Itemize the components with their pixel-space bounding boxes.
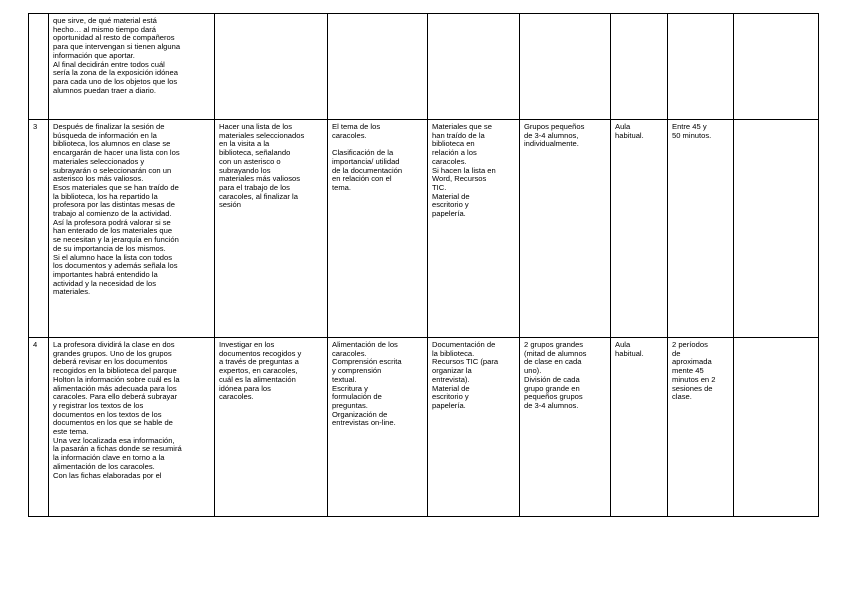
- time-cell: [668, 14, 734, 120]
- cell-text-line: importancia/ utilidad: [332, 156, 400, 166]
- cell-text-line: Organización de: [332, 409, 388, 419]
- cell-text-line: Entre 45 y: [672, 122, 707, 131]
- cell-text-line: la pasarán a fichas donde se resumirá: [53, 444, 182, 454]
- cell-text-line: de: [672, 348, 681, 358]
- cell-text-line: en la visita a la: [219, 139, 270, 149]
- cell-text-line: información que aportar.: [53, 50, 135, 60]
- cell-text-line: búsqueda de información en la: [53, 130, 157, 140]
- cell-text-line: Aula: [615, 122, 631, 131]
- cell-text-line: Recursos TIC (para: [432, 357, 499, 367]
- cell-text-line: Material de: [432, 191, 470, 201]
- cell-text-line: biblioteca, los alumnos en clase se: [53, 139, 171, 149]
- cell-text-line: subrayando los: [219, 165, 271, 175]
- cell-text-line: preguntas.: [332, 400, 368, 410]
- cell-text-line: entrevista).: [432, 374, 470, 384]
- cell-text-line: actividad y la necesidad de los: [53, 278, 157, 288]
- cell-text-line: la biblioteca.: [432, 348, 475, 358]
- activity-description-cell: [49, 14, 215, 120]
- space-cell: [611, 14, 668, 120]
- cell-text-line: Materiales que se: [432, 122, 492, 131]
- grouping-cell: [520, 338, 611, 517]
- resources-cell: [428, 14, 520, 120]
- cell-text-line: Escritura y: [332, 383, 368, 393]
- cell-text-line: caracoles, al finalizar la: [219, 191, 298, 201]
- cell-text-line: idónea para los: [219, 383, 271, 393]
- cell-text-line: habitual.: [615, 348, 644, 358]
- cell-text-line: Investigar en los: [219, 340, 275, 349]
- cell-text-line: entrevistas on-line.: [332, 418, 396, 428]
- space-cell: [611, 120, 668, 338]
- content-cell: [328, 14, 428, 120]
- cell-text-line: caracoles.: [432, 156, 467, 166]
- cell-text-line: caracoles.: [219, 392, 254, 402]
- cell-text-line: Si el alumno hace la lista con todos: [53, 252, 173, 262]
- time-cell: [668, 338, 734, 517]
- cell-text-line: oportunidad al resto de compañeros: [53, 33, 175, 43]
- cell-text-line: pequeños grupos: [524, 392, 583, 402]
- grouping-cell: [520, 120, 611, 338]
- cell-text-line: de su importancia de los mismos.: [53, 243, 166, 253]
- cell-text-line: 2 períodos: [672, 340, 708, 349]
- cell-text-line: papelería.: [432, 209, 466, 219]
- cell-text-line: de 3-4 alumnos,: [524, 130, 579, 140]
- cell-text-line: papelería.: [432, 400, 466, 410]
- empty-cell: [734, 14, 819, 120]
- cell-text-line: uno).: [524, 366, 542, 376]
- activity-description-cell: [49, 120, 215, 338]
- cell-text-line: asterisco los más valiosos.: [53, 174, 144, 184]
- cell-text-line: Aula: [615, 340, 631, 349]
- cell-text-line: los documentos y además señala los: [53, 261, 178, 271]
- cell-text-line: materiales seleccionados y: [53, 156, 145, 166]
- cell-text-line: de clase en cada: [524, 357, 582, 367]
- cell-text-line: organizar la: [432, 366, 472, 376]
- cell-text-line: y comprensión: [332, 366, 382, 376]
- cell-text-line: han enterado de los materiales que: [53, 226, 173, 236]
- cell-text-line: hecho… al mismo tiempo dará: [53, 24, 156, 34]
- cell-text-line: TIC.: [432, 182, 447, 192]
- cell-text-line: formulación de: [332, 392, 382, 402]
- cell-text-line: Grupos pequeños: [524, 122, 585, 131]
- cell-text-line: caracoles.: [332, 348, 367, 358]
- time-cell: [668, 120, 734, 338]
- cell-text-line: se necesitan y la jerarquía en función: [53, 235, 179, 245]
- cell-text-line: Documentación de: [432, 340, 496, 349]
- content-cell: [328, 338, 428, 517]
- cell-text-line: Esos materiales que se han traído de: [53, 182, 179, 192]
- cell-text-line: División de cada: [524, 374, 580, 384]
- cell-text-line: Después de finalizar la sesión de: [53, 122, 165, 131]
- cell-text-line: para que intervengan si tienen alguna: [53, 42, 181, 52]
- cell-text-line: La profesora dividirá la clase en dos: [53, 340, 175, 349]
- cell-text-line: la biblioteca, los ha repartido la: [53, 191, 158, 201]
- cell-text-line: grandes grupos. Uno de los grupos: [53, 348, 172, 358]
- empty-cell: [734, 120, 819, 338]
- cell-text-line: caracoles. Para ello deberá subrayar: [53, 392, 178, 402]
- cell-text-line: Con las fichas elaboradas por el: [53, 470, 162, 480]
- cell-text-line: alumnos puedan traer a diario.: [53, 85, 157, 95]
- cell-text-line: en relación con el: [332, 174, 392, 184]
- cell-text-line: textual.: [332, 374, 357, 384]
- cell-text-line: a través de preguntas a: [219, 357, 299, 367]
- cell-text-line: expertos, en caracoles,: [219, 366, 298, 376]
- task-cell: [215, 338, 328, 517]
- cell-text-line: individualmente.: [524, 139, 579, 149]
- empty-cell: [734, 338, 819, 517]
- cell-text-line: sesión: [219, 200, 241, 210]
- cell-text-line: documentos en los que se hable de: [53, 418, 173, 428]
- table-row: [29, 120, 819, 338]
- table-row: [29, 14, 819, 120]
- cell-text-line: sesiones de: [672, 383, 713, 393]
- cell-text-line: Hacer una lista de los: [219, 122, 293, 131]
- cell-text-line: Clasificación de la: [332, 148, 394, 158]
- cell-text-line: con un asterisco o: [219, 156, 281, 166]
- row-number-cell: 3: [29, 120, 49, 338]
- cell-text-line: Material de: [432, 383, 470, 393]
- cell-text-line: El tema de los: [332, 122, 381, 131]
- cell-text-line: alimentación de los caracoles.: [53, 461, 155, 471]
- cell-text-line: relación a los: [432, 148, 477, 158]
- cell-text-line: Si hacen la lista en: [432, 165, 496, 175]
- cell-text-line: aproximada: [672, 357, 712, 367]
- cell-text-line: alimentación más adecuada para los: [53, 383, 177, 393]
- cell-text-line: cuál es la alimentación: [219, 374, 296, 384]
- cell-text-line: 50 minutos.: [672, 130, 712, 140]
- cell-text-line: encargarán de hacer una lista con los: [53, 148, 180, 158]
- cell-text-line: escritorio y: [432, 392, 469, 402]
- task-cell: [215, 120, 328, 338]
- resources-cell: [428, 120, 520, 338]
- cell-text-line: habitual.: [615, 130, 644, 140]
- cell-text-line: este tema.: [53, 427, 89, 437]
- cell-text-line: Una vez localizada esa información,: [53, 435, 175, 445]
- cell-text-line: recogidos en la biblioteca del parque: [53, 366, 177, 376]
- cell-text-line: Holton la información sobre cuál es la: [53, 374, 180, 384]
- cell-text-line: Así la profesora podrá valorar si se: [53, 217, 171, 227]
- grouping-cell: [520, 14, 611, 120]
- row-number-cell: 4: [29, 338, 49, 517]
- row-number-cell: [29, 14, 49, 120]
- cell-text-line: tema.: [332, 182, 351, 192]
- cell-text-line: para cada uno de los objetos que los: [53, 76, 178, 86]
- cell-text-line: documentos recogidos y: [219, 348, 302, 358]
- cell-text-line: han traído de la: [432, 130, 485, 140]
- cell-text-line: clase.: [672, 392, 692, 402]
- cell-text-line: de 3-4 alumnos.: [524, 400, 579, 410]
- cell-text-line: mente 45: [672, 366, 704, 376]
- cell-text-line: escritorio y: [432, 200, 469, 210]
- cell-text-line: subrayarán o seleccionarán con un: [53, 165, 172, 175]
- cell-text-line: Comprensión escrita: [332, 357, 402, 367]
- cell-text-line: profesora por las distintas mesas de: [53, 200, 175, 210]
- content-cell: [328, 120, 428, 338]
- cell-text-line: que sirve, de qué material está: [53, 16, 157, 25]
- cell-text-line: grupo grande en: [524, 383, 580, 393]
- cell-text-line: materiales seleccionados: [219, 130, 305, 140]
- cell-text-line: materiales.: [53, 287, 91, 297]
- activity-description-cell: [49, 338, 215, 517]
- task-cell: [215, 14, 328, 120]
- cell-text-line: de la documentación: [332, 165, 403, 175]
- cell-text-line: minutos en 2: [672, 374, 716, 384]
- table-row: [29, 338, 819, 517]
- cell-text-line: y registrar los textos de los: [53, 400, 144, 410]
- cell-text-line: Alimentación de los: [332, 340, 398, 349]
- cell-text-line: documentos en los textos de los: [53, 409, 162, 419]
- activity-table: [28, 13, 819, 517]
- cell-text-line: biblioteca en: [432, 139, 475, 149]
- cell-text-line: para el trabajo de los: [219, 182, 290, 192]
- cell-text-line: biblioteca, señalando: [219, 148, 291, 158]
- cell-text-line: la información clave en torno a la: [53, 453, 165, 463]
- cell-text-line: Word, Recursos: [432, 174, 487, 184]
- cell-text-line: caracoles.: [332, 130, 367, 140]
- cell-text-line: importantes habrá entendido la: [53, 269, 158, 279]
- cell-text-line: 2 grupos grandes: [524, 340, 584, 349]
- cell-text-line: trabajo al comienzo de la actividad.: [53, 209, 172, 219]
- cell-text-line: deberá revisar en los documentos: [53, 357, 168, 367]
- cell-text-line: materiales más valiosos: [219, 174, 301, 184]
- cell-text-line: Al final decidirán entre todos cuál: [53, 59, 165, 69]
- cell-text-line: (mitad de alumnos: [524, 348, 587, 358]
- resources-cell: [428, 338, 520, 517]
- cell-text-line: sería la zona de la exposición idónea: [53, 68, 178, 78]
- space-cell: [611, 338, 668, 517]
